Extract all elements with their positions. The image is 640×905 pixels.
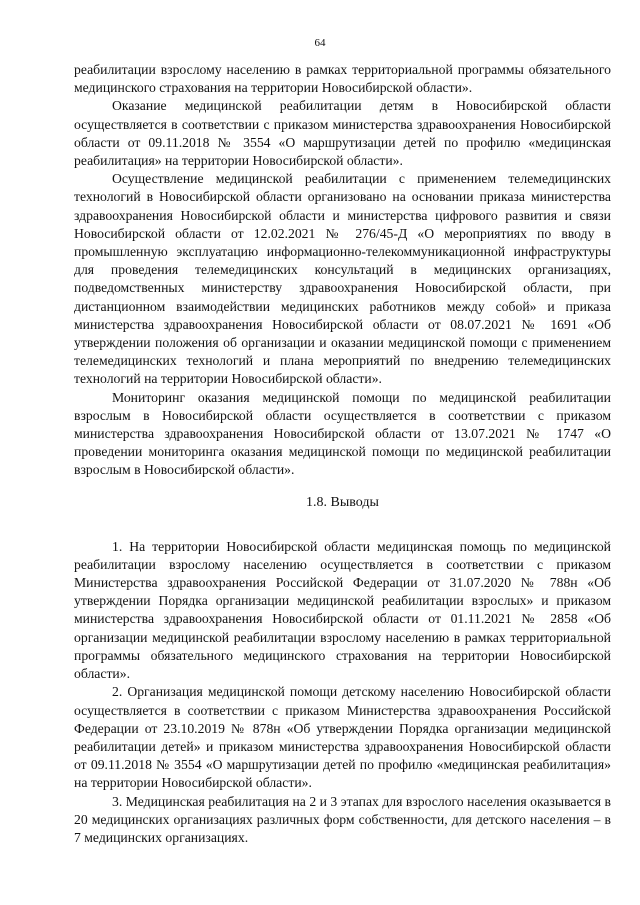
conclusion-item-3: 3. Медицинская реабилитация на 2 и 3 этапах для взрослого населения оказывается в 20 медицинских организациях различных форм собственности, для детского населения – в 7 медицинских организациях. [74, 793, 611, 845]
paragraph-monitoring: Мониторинг оказания медицинской помощи по медицинской реабилитации взрослым в Новосибирской области осуществляется в соответствии с приказом министерства здравоохранения Новосибирской области от 13.07.2021 № 1747 «О проведении мониторинга оказания медицинской помощи по медицинской реабилитации взрослым в Новосибирской области». [74, 389, 611, 478]
conclusion-item-2: 2. Организация медицинской помощи детскому населению Новосибирской области осуществляется в соответствии с приказом Министерства здравоохранения Российской Федерации от 23.10.2019 № 878н «Об утверждении Порядка организации медицинской реабилитации детей» и приказом министерства здравоохранения Новосибирской области от 09.11.2018 № 3554 «О маршрутизации детей по профилю «медицинская реабилитация» на территории Новосибирской области». [74, 684, 611, 791]
paragraph-children-rehabilitation: Оказание медицинской реабилитации детям в Новосибирской области осуществляется в соответствии с приказом министерства здравоохранения Новосибирской области от 09.11.2018 № 3554 «О маршрутизации детей по профилю «медицинская реабилитация» на территории Новосибирской области». [74, 98, 611, 169]
paragraph-continuation: реабилитации взрослому населению в рамках территориальной программы обязательного медицинского страхования на территории Новосибирской области». [74, 62, 611, 96]
conclusion-item-1: 1. На территории Новосибирской области медицинская помощь по медицинской реабилитации взрослому населению осуществляется в соответствии с приказом Министерства здравоохранения Российской Федерации от 31.07.2020 № 788н «Об утверждении Порядка организации медицинской реабилитации взрослых» и приказом министерства здравоохранения Новосибирской области от 01.11.2021 № 2858 «Об организации медицинской реабилитации взрослому населению в рамках территориальной программы обязательного медицинского страхования на территории Новосибирской области». [74, 538, 611, 682]
paragraph-telemedicine: Осуществление медицинской реабилитации с применением телемедицинских технологий в Новосибирской области организовано на основании приказа министерства здравоохранения Новосибирской области и министерства цифрового развития и связи Новосибирской области от 12.02.2021 № 276/45-Д «О мероприятиях по вводу в промышленную эксплуатацию информационно-телекоммуникационной инфраструктуры для проведения телемедицинских консультаций в медицинских организациях, подведомственных министерству здравоохранения Новосибирской области, при дистанционном взаимодействии медицинских работников между собой» и приказа министерства здравоохранения Новосибирской области от 08.07.2021 № 1691 «Об утверждении положения об организации и оказании медицинской помощи с применением телемедицинских технологий и плана мероприятий по внедрению телемедицинских технологий на территории Новосибирской области». [74, 171, 611, 387]
document-body [74, 61, 611, 847]
page-number: 64 [314, 37, 326, 49]
section-heading: 1.8. Выводы [306, 494, 379, 510]
